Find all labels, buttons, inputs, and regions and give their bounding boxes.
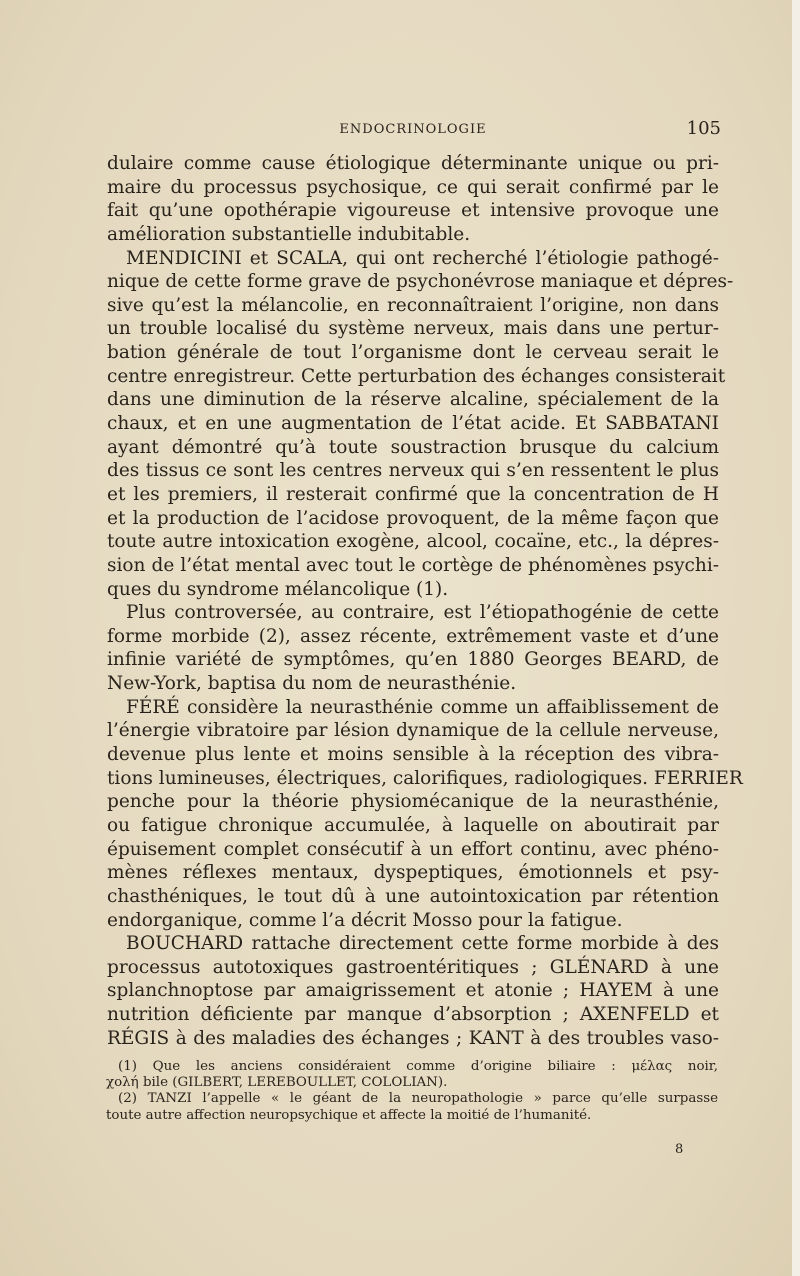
text-line: un trouble localisé du système nerveux, mais dans une pertur- — [107, 318, 719, 340]
text-line: RÉGIS à des maladies des échanges ; KANT à des troubles vaso- — [107, 1027, 719, 1049]
text-line: centre enregistreur. Cette perturbation des échanges consisterait — [107, 365, 726, 387]
page-number: 105 — [686, 118, 721, 139]
text-line: nique de cette forme grave de psychonévrose maniaque et dépres- — [107, 271, 734, 293]
text-line: chasthéniques, le tout dû à une autointoxication par rétention — [107, 885, 719, 907]
text-line: endorganique, comme l’a décrit Mosso pour la fatigue. — [107, 909, 623, 931]
text-line: amélioration substantielle indubitable. — [107, 223, 471, 245]
text-line: New-York, baptisa du nom de neurasthénie. — [107, 673, 517, 695]
text-line: ou fatigue chronique accumulée, à laquelle on aboutirait par — [107, 814, 719, 836]
footnote-line: (2) TANZI l’appelle « le géant de la neuropathologie » parce qu’elle surpasse — [118, 1091, 718, 1107]
running-head: ENDOCRINOLOGIE — [339, 122, 487, 137]
text-line: fait qu’une opothérapie vigoureuse et intensive provoque une — [107, 200, 719, 222]
text-line: forme morbide (2), assez récente, extrêmement vaste et d’une — [107, 625, 719, 647]
footnote-line: toute autre affection neuropsychique et affecte la moitié de l’humanité. — [106, 1107, 592, 1123]
text-line: MENDICINI et SCALA, qui ont recherché l’étiologie pathogé- — [126, 247, 719, 269]
footnotes — [106, 1059, 718, 1124]
text-line: BOUCHARD rattache directement cette forme morbide à des — [126, 933, 719, 955]
text-line: splanchnoptose par amaigrissement et atonie ; HAYEM à une — [107, 980, 719, 1002]
text-line: dulaire comme cause étiologique déterminante unique ou pri- — [107, 153, 719, 174]
footnote-line: (1) Que les anciens considéraient comme d’origine biliaire : μέλας noir, — [118, 1059, 718, 1074]
page-header — [105, 118, 721, 142]
text-line: épuisement complet consécutif à un effort continu, avec phéno- — [107, 838, 719, 860]
text-line: sive qu’est la mélancolie, en reconnaîtraient l’origine, non dans — [107, 294, 719, 316]
text-line: mènes réflexes mentaux, dyspeptiques, émotionnels et psy- — [107, 862, 719, 884]
text-line: maire du processus psychosique, ce qui serait confirmé par le — [107, 176, 719, 198]
text-line: ayant démontré qu’à toute soustraction brusque du calcium — [107, 436, 719, 458]
body-text — [107, 152, 743, 1050]
text-line: bation générale de tout l’organisme dont le cerveau serait le — [107, 342, 719, 364]
text-line: chaux, et en une augmentation de l’état acide. Et SABBATANI — [107, 413, 719, 435]
text-line: dans une diminution de la réserve alcaline, spécialement de la — [107, 389, 719, 411]
text-line: ques du syndrome mélancolique (1). — [107, 578, 449, 600]
text-line: tions lumineuses, électriques, calorifiques, radiologiques. FERRIER — [107, 767, 743, 789]
text-line: sion de l’état mental avec tout le cortège de phénomènes psychi- — [107, 554, 719, 576]
signature-mark: 8 — [675, 1142, 684, 1157]
text-line: infinie variété de symptômes, qu’en 1880 Georges BEARD, de — [107, 649, 719, 671]
footnote-line: χολή bile (GILBERT, LEREBOULLET, COLOLIAN). — [106, 1075, 448, 1091]
page-edge — [792, 0, 800, 1276]
text-line: FÉRÉ considère la neurasthénie comme un affaiblissement de — [126, 696, 719, 718]
text-line: toute autre intoxication exogène, alcool, cocaïne, etc., la dépres- — [107, 531, 719, 553]
text-line: penche pour la théorie physiomécanique de la neurasthénie, — [107, 791, 719, 813]
text-line: et la production de l’acidose provoquent, de la même façon que — [107, 507, 719, 529]
text-line: processus autotoxiques gastroentéritiques ; GLÉNARD à une — [107, 956, 719, 978]
text-line: des tissus ce sont les centres nerveux qui s’en ressentent le plus — [107, 460, 719, 482]
text-line: l’énergie vibratoire par lésion dynamique de la cellule nerveuse, — [107, 720, 719, 742]
text-line: devenue plus lente et moins sensible à la réception des vibra- — [107, 744, 719, 766]
text-line: et les premiers, il resterait confirmé que la concentration de H — [107, 483, 719, 505]
text-line: Plus controversée, au contraire, est l’étiopathogénie de cette — [126, 602, 719, 624]
text-line: nutrition déficiente par manque d’absorption ; AXENFELD et — [107, 1004, 719, 1026]
